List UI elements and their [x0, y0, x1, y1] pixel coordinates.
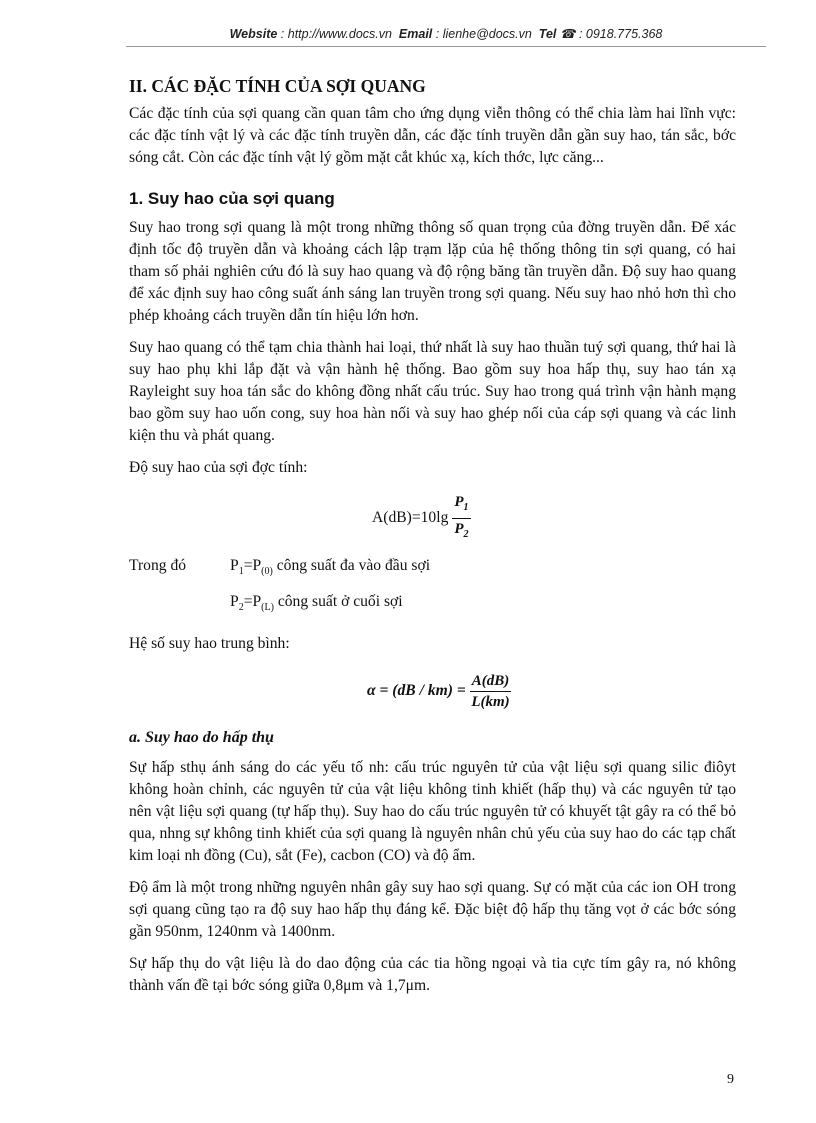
avg-coefficient-label: Hệ số suy hao trung bình:	[129, 635, 290, 653]
section-title: II. CÁC ĐẶC TÍNH CỦA SỢI QUANG	[129, 76, 426, 96]
paragraph: Suy hao trong sợi quang là một trong những thông số quan trọng của đờng truyền dẫn. Để xác định tốc độ truyền dẫn và khoảng cách lập trạm lặp của hệ thống thông tin sợi quang, có hai tham số phải nghiên cứu đó là suy hao quang và độ rộng băng tần truyền dẫn. Độ suy hao quang để xác định suy hao công suất ánh sáng lan truyền trong sợi quang. Nếu suy hao nhỏ hơn thì cho phép khoảng cách truyền dẫn tín hiệu lớn hơn.	[129, 219, 736, 324]
formula2-lhs: α = (dB / km) =	[367, 682, 466, 700]
website-label: Website	[229, 27, 278, 41]
where-def-1: $P_1=P_{(0)}$ công suất đa vào đầu sợi	[230, 557, 431, 578]
phone-icon: ☎	[559, 27, 576, 41]
email-value: : lienhe@docs.vn	[435, 27, 532, 41]
average-attenuation-formula	[129, 667, 736, 715]
attenuation-formula	[129, 495, 736, 541]
tel-value: : 0918.775.368	[578, 27, 663, 41]
where-def-2: $P_2=P_{(L)}$ công suất ở cuối sợi	[230, 593, 403, 614]
email-label: Email	[398, 27, 433, 41]
formula-fraction	[452, 493, 470, 544]
paragraph: Độ ẩm là một trong những nguyên nhân gây suy hao sợi quang. Sự có mặt của các ion OH trong sợi quang cũng tạo ra độ suy hao hấp thụ đáng kể. Đặc biệt độ hấp thụ tăng vọt ở các bớc sóng gần 950nm, 1240nm và 1400nm.	[129, 879, 736, 941]
tel-label: Tel	[538, 27, 557, 41]
subsection-title: 1. Suy hao của sợi quang	[129, 189, 335, 208]
intro-paragraph: Các đặc tính của sợi quang cần quan tâm cho ứng dụng viễn thông có thể chia làm hai lĩnh vực: các đặc tính vật lý và các đặc tính truyền dẫn, các đặc tính truyền dẫn gần suy hao, tán sắc, bớc sóng cắt. Còn các đặc tính vật lý gồm mặt cắt khúc xạ, kích thớc, lực căng...	[129, 105, 736, 166]
website-value: : http://www.docs.vn	[280, 27, 392, 41]
formula2-denominator: L(km)	[471, 693, 510, 710]
where-line-2	[129, 591, 736, 619]
page-number: 9	[727, 1072, 734, 1087]
paragraph: Sự hấp thụ do vật liệu là do dao động của các tia hồng ngoại và tia cực tím gây ra, nó không thành vấn đề tại bớc sóng giữa 0,8μm và 1,7μm.	[129, 955, 736, 995]
where-label: Trong đó	[129, 557, 187, 574]
formula2-fraction	[470, 672, 512, 711]
header-divider	[126, 46, 766, 47]
formula-lhs: A(dB)=10lg	[372, 509, 449, 526]
formula-denominator: P	[454, 520, 464, 537]
formula-denominator-sub: 2	[463, 528, 469, 540]
paragraph: Sự hấp sthụ ánh sáng do các yếu tố nh: cấu trúc nguyên tử của vật liệu sợi quang silic điôyt không hoàn chỉnh, các nguyên tử của vật liệu không tinh khiết (hấp thụ) và các nguyên tử tạo nên vật liệu sợi quang (tự hấp thụ). Suy hao do cấu trúc nguyên tử có khuyết tật gây ra có thể bỏ qua, nhng sự không tinh khiết của sợi quang là nguyên nhân chủ yếu của suy hao do các tạp chất kim loại nh đồng (Cu), sắt (Fe), cacbon (CO) và độ ẩm.	[129, 759, 736, 865]
where-line-1	[129, 555, 736, 583]
formula-numerator-sub: 1	[463, 501, 469, 513]
paragraph: Độ suy hao của sợi đợc tính:	[129, 459, 308, 476]
subsection-a-title: a. Suy hao do hấp thụ	[129, 729, 274, 747]
page-content	[129, 76, 736, 1007]
formula-numerator: P	[454, 493, 464, 510]
paragraph: Suy hao quang có thể tạm chia thành hai loại, thứ nhất là suy hao thuần tuý sợi quang, thứ hai là suy hao phụ khi lắp đặt và vận hành hệ thống. Bao gồm suy hoa hấp thụ, suy hao tán xạ Rayleight suy hoa tán sắc do không đồng nhất cấu trúc. Suy hao trong quá trình vận hành mạng bao gồm suy hao uốn cong, suy hoa hàn nối và suy hao ghép nối của cáp sợi quang và các linh kiện thu và phát quang.	[129, 339, 736, 444]
formula2-numerator: A(dB)	[470, 672, 512, 692]
page-header	[126, 26, 766, 41]
